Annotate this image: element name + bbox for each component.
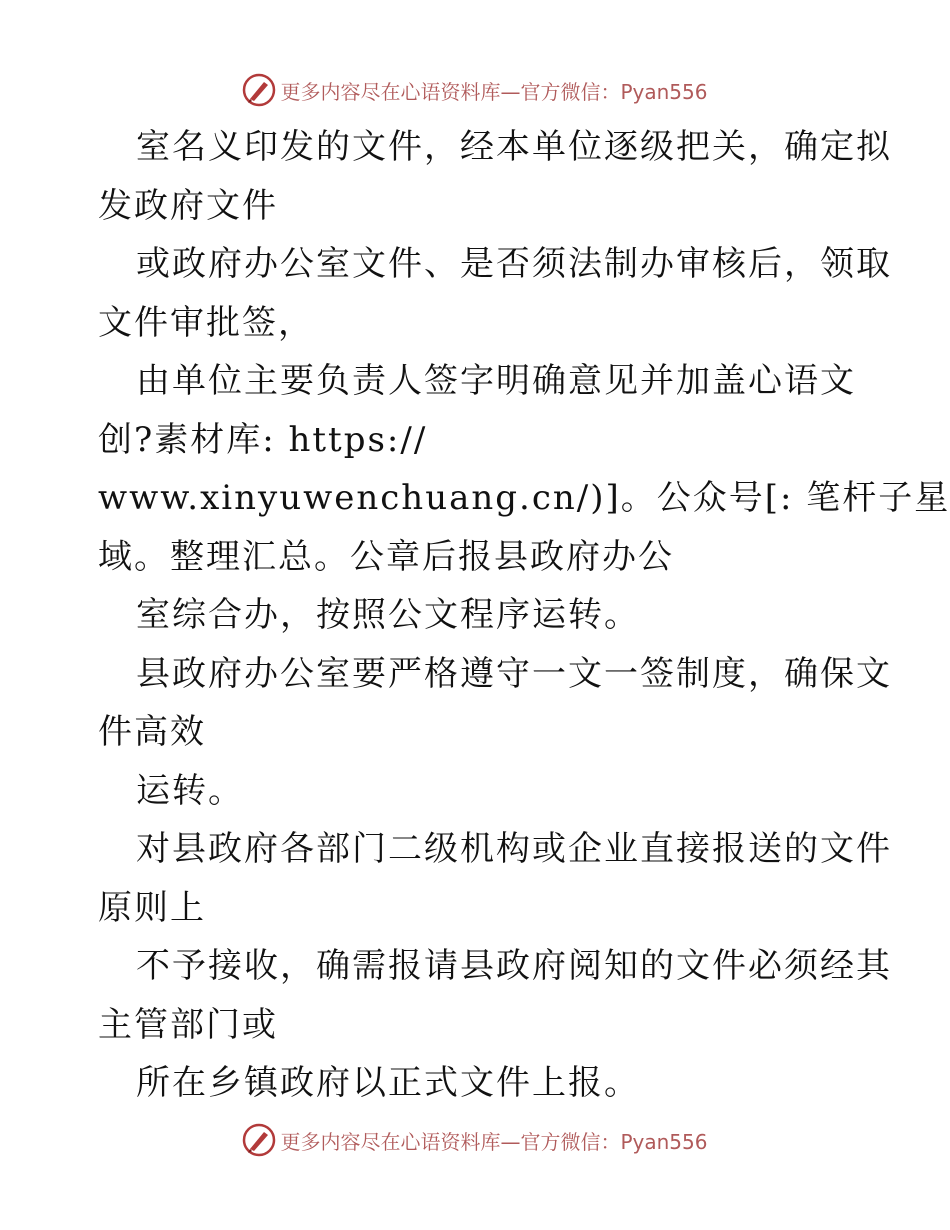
text-line: 主管部门或 xyxy=(98,1004,278,1045)
text-line: 对县政府各部门二级机构或企业直接报送的文件 xyxy=(136,829,892,869)
text-line: 县政府办公室要严格遵守一文一签制度，确保文 xyxy=(136,653,892,694)
header-banner xyxy=(0,70,950,110)
pen-logo-icon xyxy=(242,73,276,107)
footer-banner xyxy=(0,1120,950,1160)
text-line: 室名义印发的文件，经本单位逐级把关，确定拟 xyxy=(136,127,892,167)
text-line: 运转。 xyxy=(136,770,244,811)
text-line: 或政府办公室文件、是否须法制办审核后，领取 xyxy=(136,244,892,284)
banner-text: 更多内容尽在心语资料库—官方微信：Pyan556 xyxy=(280,1129,708,1154)
text-line: 所在乡镇政府以正式文件上报。 xyxy=(136,1063,640,1103)
text-line: 件高效 xyxy=(98,712,206,752)
pen-logo-icon xyxy=(242,1123,276,1157)
banner-text: 更多内容尽在心语资料库—官方微信：Pyan556 xyxy=(280,79,708,104)
text-line: 文件审批签， xyxy=(98,302,314,343)
document-body xyxy=(98,118,950,1113)
text-line: 创?素材库: https:// xyxy=(98,419,428,460)
text-line: 发政府文件 xyxy=(98,185,278,226)
text-line: 室综合办，按照公文程序运转。 xyxy=(136,595,640,635)
text-line: 域。整理汇总。公章后报县政府办公 xyxy=(98,536,674,577)
text-line: 不予接收，确需报请县政府阅知的文件必须经其 xyxy=(136,946,892,986)
text-line: 原则上 xyxy=(98,887,206,928)
text-line: www.xinyuwenchuang.cn/)]。公众号[: 笔杆子星 xyxy=(98,478,950,518)
text-line: 由单位主要负责人签字明确意见并加盖心语文 xyxy=(136,361,856,401)
